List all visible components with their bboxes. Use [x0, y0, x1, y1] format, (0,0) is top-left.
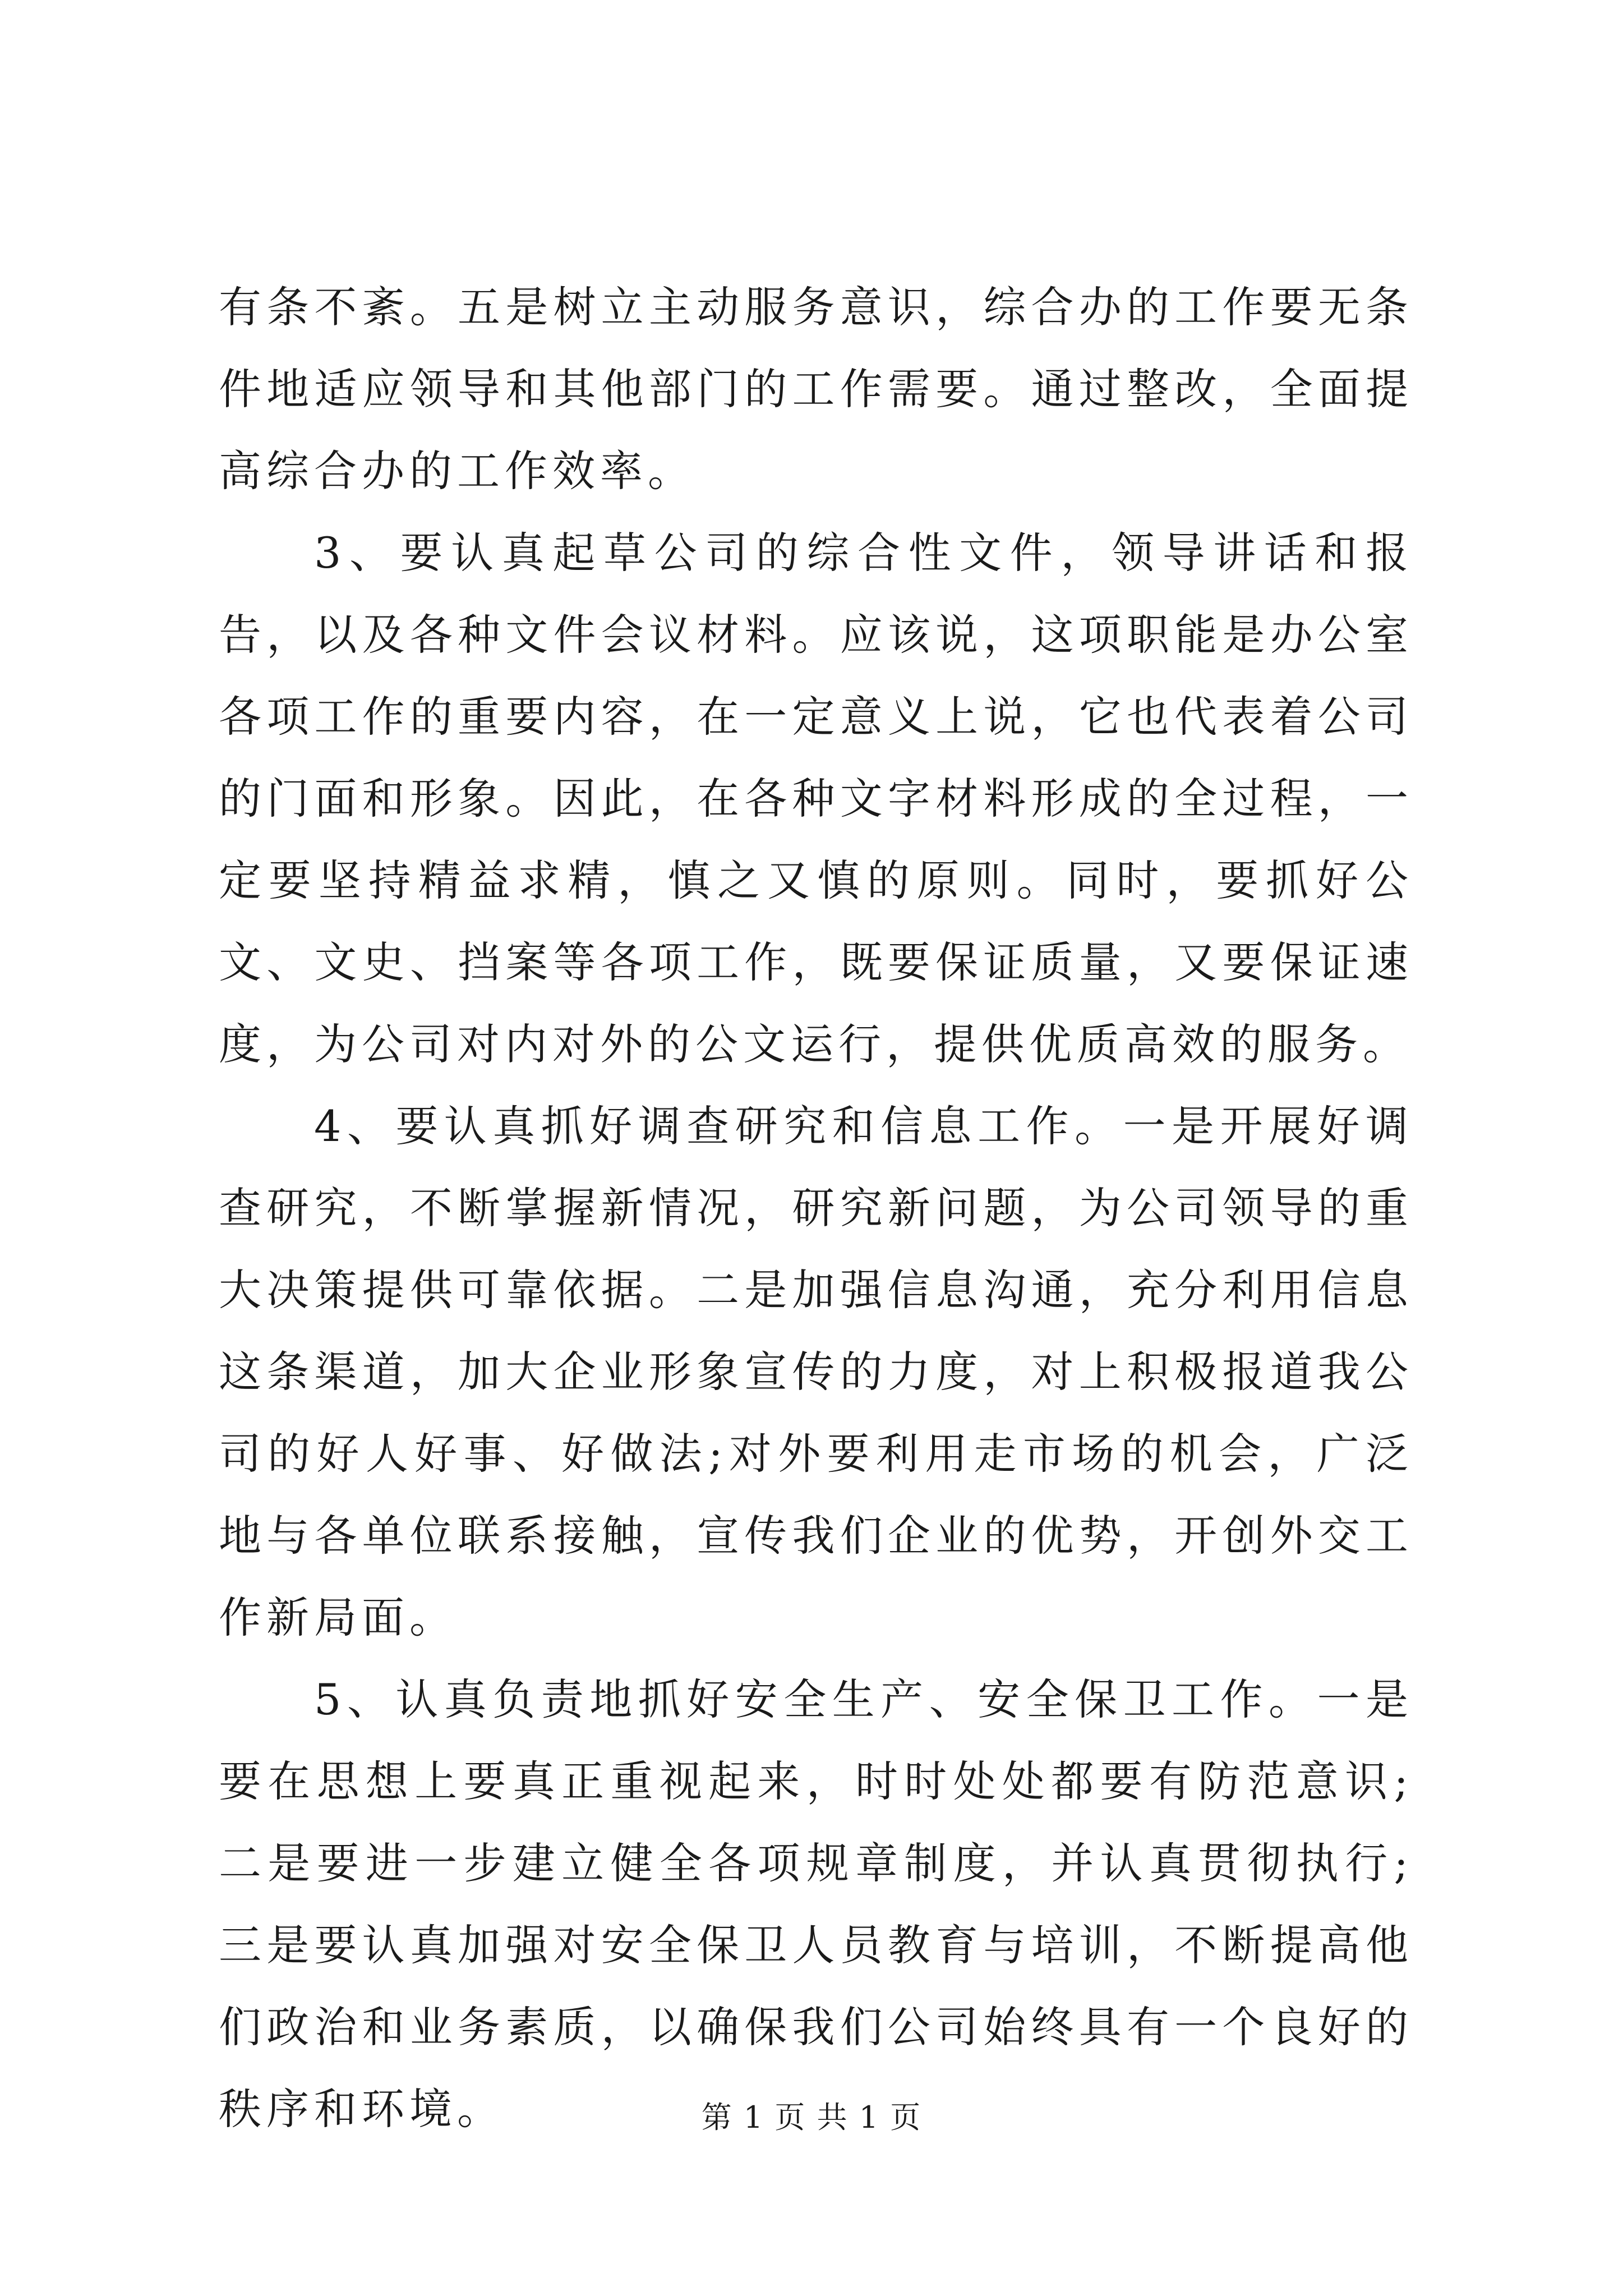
document-body	[219, 266, 1413, 2150]
page-number-footer: 第 1 页 共 1 页	[701, 2100, 922, 2135]
paragraph-item-3: 3、要认真起草公司的综合性文件，领导讲话和报告，以及各种文件会议材料。应该说，这项职能是办公室各项工作的重要内容，在一定意义上说，它也代表着公司的门面和形象。因此，在各种文字材料形成的全过程，一定要坚持精益求精，慎之又慎的原则。同时，要抓好公文、文史、挡案等各项工作，既要保证质量，又要保证速度，为公司对内对外的公文运行，提供优质高效的服务。	[219, 528, 1413, 1069]
paragraph-item-4: 4、要认真抓好调查研究和信息工作。一是开展好调查研究，不断掌握新情况，研究新问题，为公司领导的重大决策提供可靠依据。二是加强信息沟通，充分利用信息这条渠道，加大企业形象宣传的力度，对上积极报道我公司的好人好事、好做法;对外要利用走市场的机会，广泛地与各单位联系接触，宣传我们企业的优势，开创外交工作新局面。	[219, 1101, 1413, 1642]
paragraph-item-5: 5、认真负责地抓好安全生产、安全保卫工作。一是要在思想上要真正重视起来，时时处处都要有防范意识;二是要进一步建立健全各项规章制度，并认真贯彻执行;三是要认真加强对安全保卫人员教育与培训，不断提高他们政治和业务素质，以确保我们公司始终具有一个良好的秩序和环境。	[219, 1674, 1413, 2134]
paragraph-continuation: 有条不紊。五是树立主动服务意识，综合办的工作要无条件地适应领导和其他部门的工作需要。通过整改，全面提高综合办的工作效率。	[219, 282, 1413, 496]
